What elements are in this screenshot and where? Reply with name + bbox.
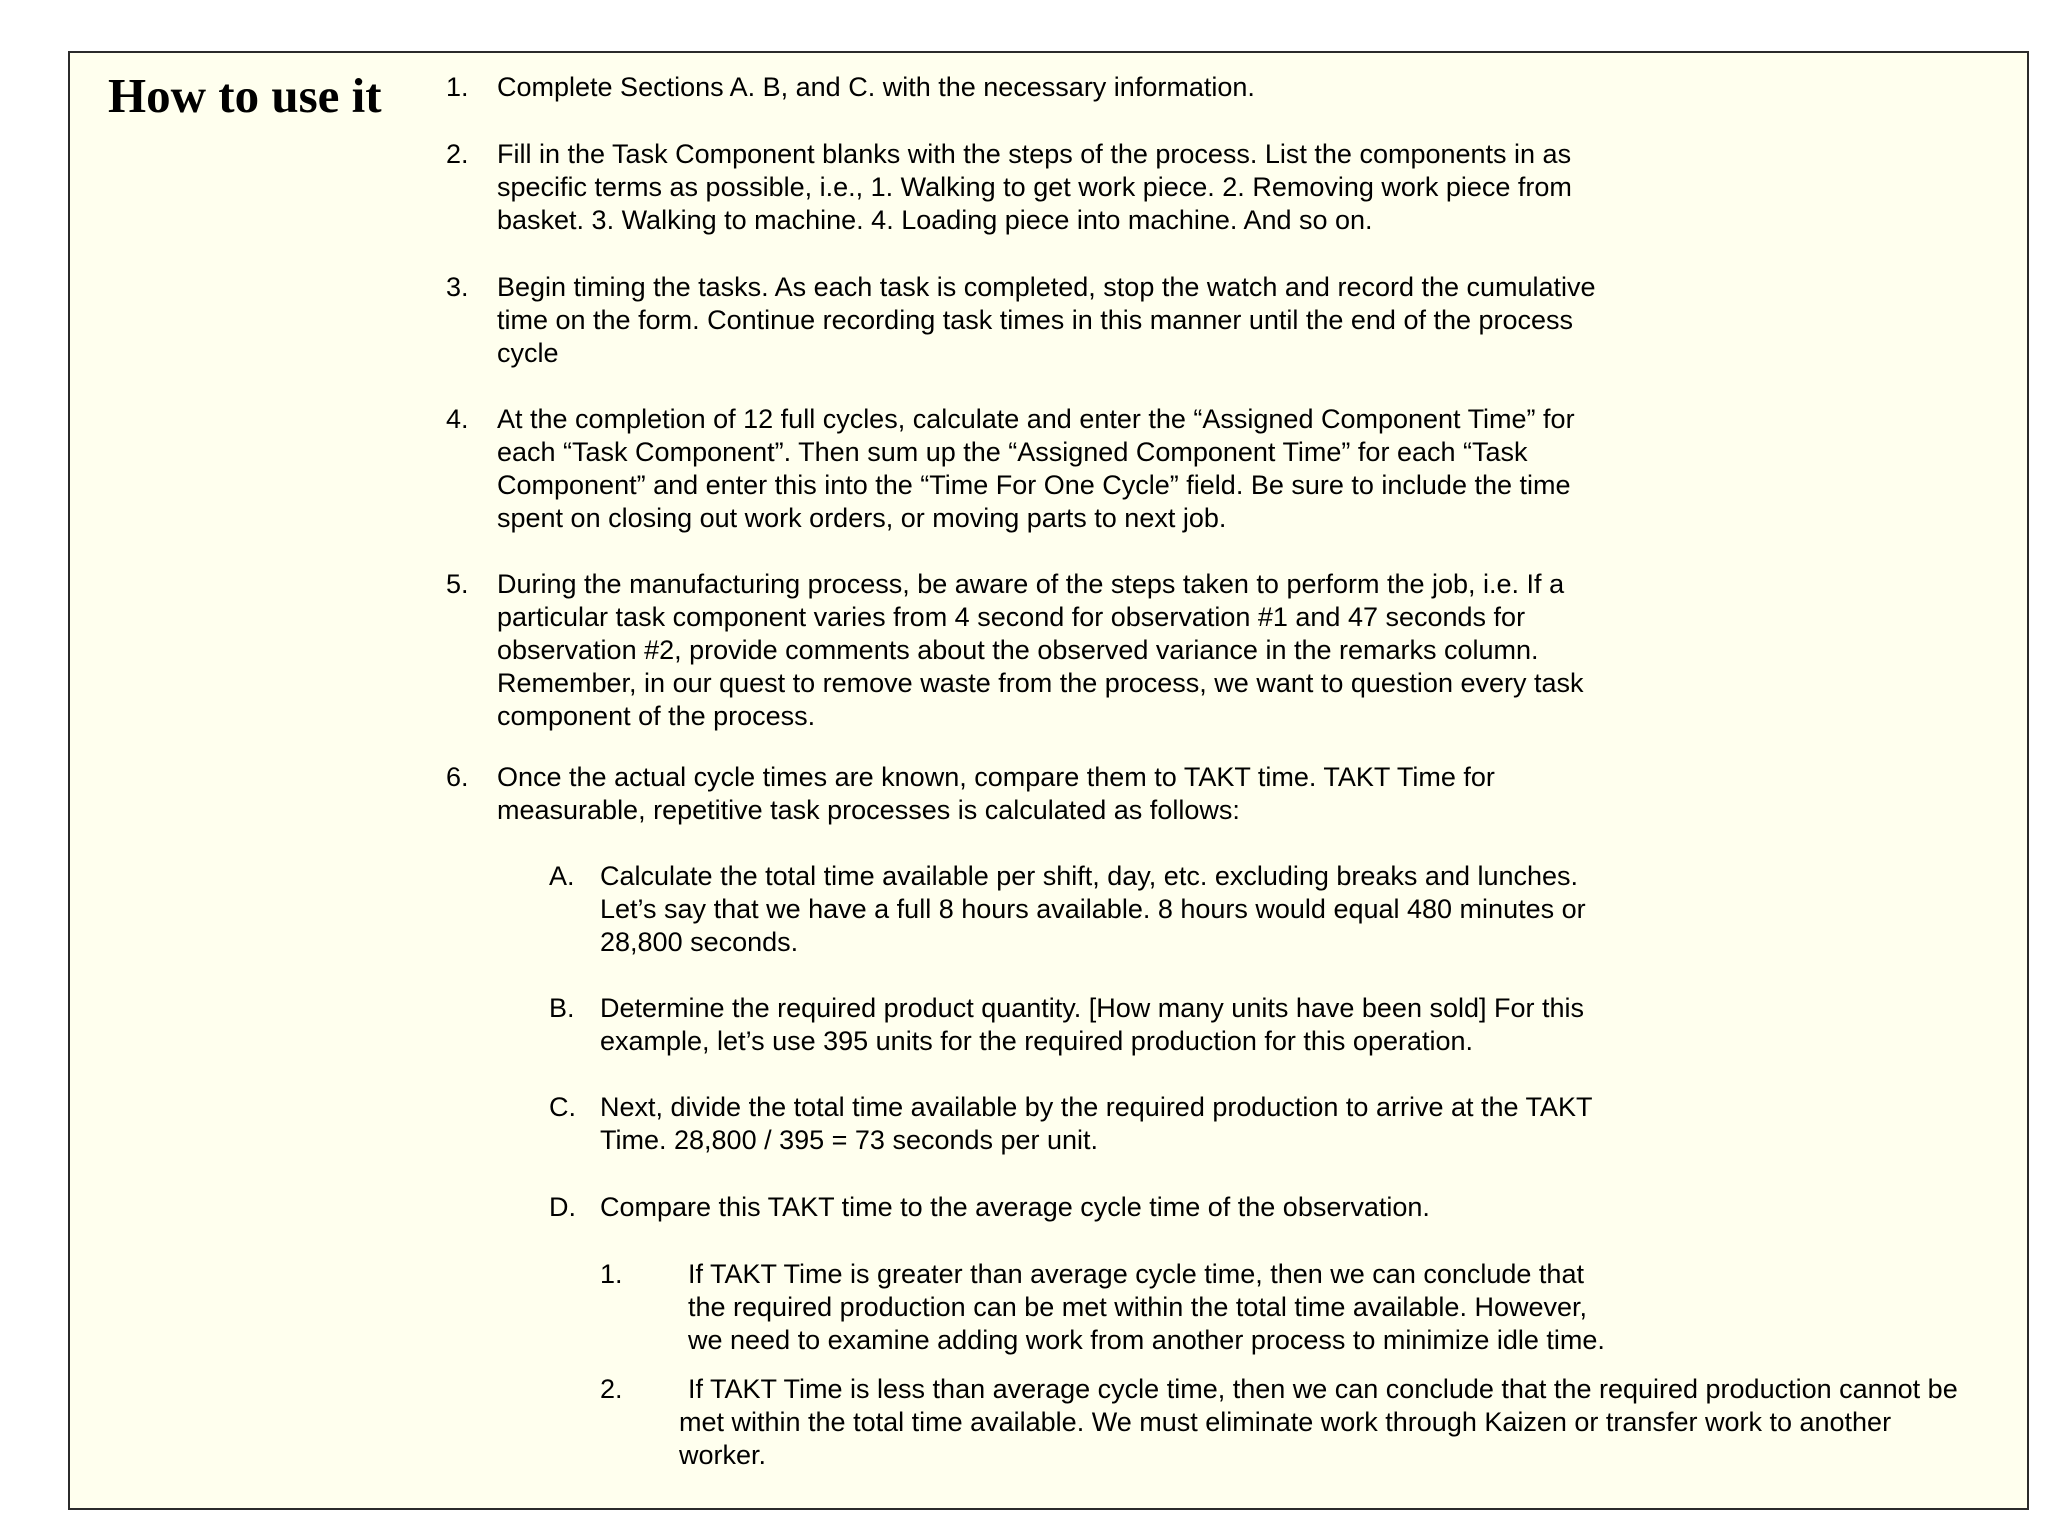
substep-a-text (600, 860, 1586, 959)
step-1-number: 1. (446, 72, 469, 102)
step-3-text (497, 271, 1596, 370)
substep-c-text (600, 1091, 1593, 1157)
step-5-number: 5. (446, 569, 469, 599)
step-4-line: At the completion of 12 full cycles, calculate and enter the “Assigned Component Time” for (497, 404, 1575, 434)
step-5-text (497, 568, 1584, 733)
step-5-line: During the manufacturing process, be aware of the steps taken to perform the job, i.e. If a (497, 569, 1565, 599)
step-5-line: particular task component varies from 4 second for observation #1 and 47 seconds for (497, 602, 1526, 632)
step-3-line: time on the form. Continue recording task times in this manner until the end of the process (497, 305, 1574, 335)
substep-c-line: Time. 28,800 / 395 = 73 seconds per unit. (600, 1125, 1099, 1155)
step-4-line: each “Task Component”. Then sum up the “Assigned Component Time” for each “Task (497, 437, 1528, 467)
step-3-line: cycle (497, 338, 559, 368)
step-1-line: Complete Sections A. B, and C. with the necessary information. (497, 72, 1255, 102)
substep-a-line: Let’s say that we have a full 8 hours available. 8 hours would equal 480 minutes or (600, 894, 1586, 924)
substep-d-letter: D. (549, 1192, 576, 1222)
step-3-number: 3. (446, 272, 469, 302)
substep-c-line: Next, divide the total time available by the required production to arrive at the TAKT (600, 1092, 1593, 1122)
substep-b-letter: B. (549, 993, 575, 1023)
step-2-text (497, 138, 1572, 237)
substep-d-text (600, 1191, 1430, 1224)
subsubstep-1-text (688, 1258, 1605, 1357)
substep-b-line: Determine the required product quantity. [How many units have been sold] For this (600, 993, 1585, 1023)
step-1-text (497, 71, 1255, 104)
subsubstep-2-line: If TAKT Time is less than average cycle time, then we can conclude that the required production cannot be (688, 1374, 1958, 1404)
step-4-line: Component” and enter this into the “Time For One Cycle” field. Be sure to include the time (497, 470, 1571, 500)
step-4-line: spent on closing out work orders, or moving parts to next job. (497, 503, 1227, 533)
step-4-text (497, 403, 1575, 535)
step-5-line: component of the process. (497, 701, 816, 731)
step-6-line: measurable, repetitive task processes is calculated as follows: (497, 795, 1240, 825)
step-2-line: specific terms as possible, i.e., 1. Walking to get work piece. 2. Removing work piece from (497, 172, 1572, 202)
subsubstep-2-number: 2. (600, 1374, 623, 1404)
substep-a-line: Calculate the total time available per shift, day, etc. excluding breaks and lunches. (600, 861, 1579, 891)
subsubstep-2-line: worker. (679, 1440, 767, 1470)
step-5-line: observation #2, provide comments about the observed variance in the remarks column. (497, 635, 1539, 665)
substep-a-letter: A. (549, 861, 575, 891)
subsubstep-1-line: If TAKT Time is greater than average cycle time, then we can conclude that (688, 1259, 1584, 1289)
subsubstep-2-text (679, 1373, 1958, 1472)
step-6-text (497, 761, 1495, 827)
substep-b-line: example, let’s use 395 units for the required production for this operation. (600, 1026, 1474, 1056)
step-6-number: 6. (446, 762, 469, 792)
subsubstep-1-line: the required production can be met within the total time available. However, (688, 1292, 1588, 1322)
substep-c-letter: C. (549, 1092, 576, 1122)
step-2-line: Fill in the Task Component blanks with the steps of the process. List the components in as (497, 139, 1572, 169)
step-2-number: 2. (446, 139, 469, 169)
step-4-number: 4. (446, 404, 469, 434)
section-heading: How to use it (108, 68, 382, 123)
step-6-line: Once the actual cycle times are known, compare them to TAKT time. TAKT Time for (497, 762, 1495, 792)
step-5-line: Remember, in our quest to remove waste from the process, we want to question every task (497, 668, 1584, 698)
step-2-line: basket. 3. Walking to machine. 4. Loading piece into machine. And so on. (497, 205, 1373, 235)
substep-a-line: 28,800 seconds. (600, 927, 799, 957)
substep-b-text (600, 992, 1584, 1058)
step-3-line: Begin timing the tasks. As each task is completed, stop the watch and record the cumulative (497, 272, 1596, 302)
subsubstep-1-number: 1. (600, 1259, 623, 1289)
subsubstep-2-line: met within the total time available. We must eliminate work through Kaizen or transfer work to another (679, 1407, 1892, 1437)
substep-d-line: Compare this TAKT time to the average cycle time of the observation. (600, 1192, 1430, 1222)
subsubstep-1-line: we need to examine adding work from another process to minimize idle time. (688, 1325, 1605, 1355)
